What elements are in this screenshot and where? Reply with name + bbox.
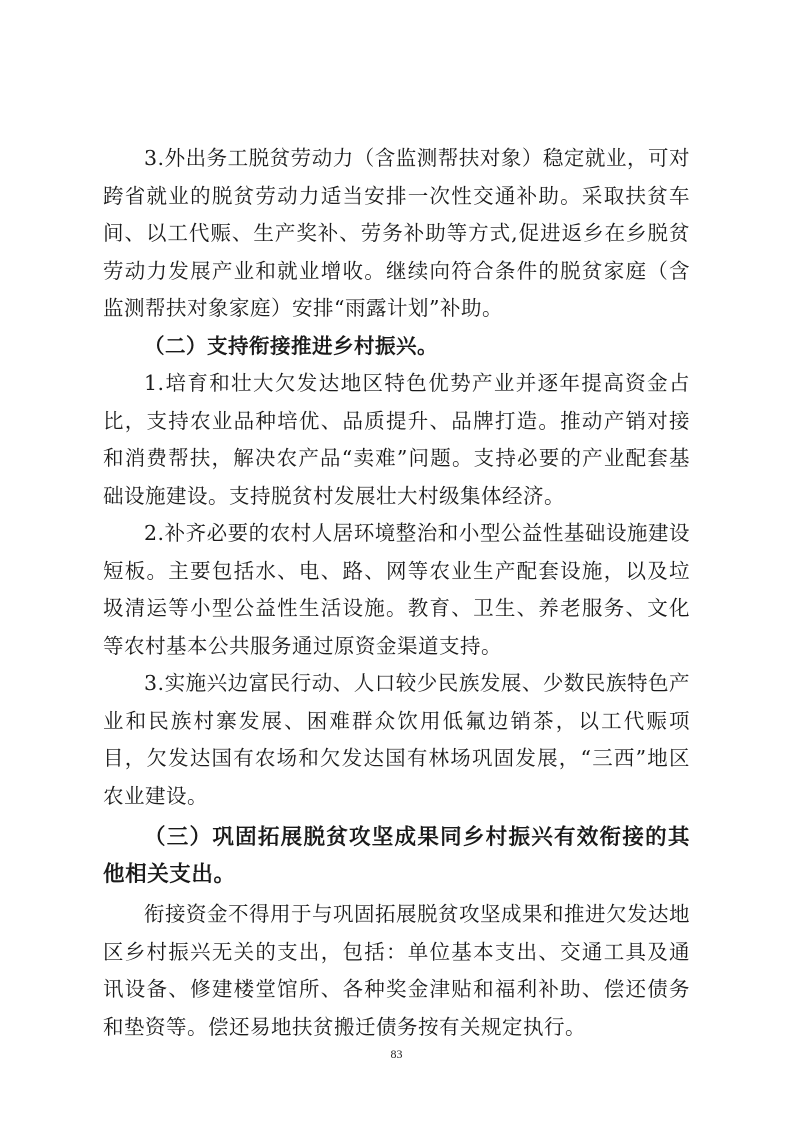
document-body [103, 140, 690, 1046]
paragraph-prohibited-uses: 衔接资金不得用于与巩固拓展脱贫攻坚成果和推进欠发达地区乡村振兴无关的支出，包括：单位基本支出、交通工具及通讯设备、修建楼堂馆所、各种奖金津贴和福利补助、偿还债务和垫资等。偿还易地扶贫搬迁债务按有关规定执行。 [103, 902, 690, 1039]
page-number: 83 [390, 1047, 403, 1061]
section-heading-other-expenditure: （三）巩固拓展脱贫攻坚成果同乡村振兴有效衔接的其他相关支出。 [103, 825, 690, 887]
paragraph-industry-support: 1.培育和壮大欠发达地区特色优势产业并逐年提高资金占比，支持农业品种培优、品质提升、品牌打造。推动产销对接和消费帮扶，解决农产品“卖难”问题。支持必要的产业配套基础设施建设。支持脱贫村发展壮大村级集体经济。 [103, 371, 690, 508]
paragraph-labor-employment: 3.外出务工脱贫劳动力（含监测帮扶对象）稳定就业，可对跨省就业的脱贫劳动力适当安排一次性交通补助。采取扶贫车间、以工代赈、生产奖补、劳务补助等方式,促进返乡在乡脱贫劳动力发展产业和就业增收。继续向符合条件的脱贫家庭（含监测帮扶对象家庭）安排“雨露计划”补助。 [103, 146, 690, 320]
paragraph-infrastructure: 2.补齐必要的农村人居环境整治和小型公益性基础设施建设短板。主要包括水、电、路、网等农业生产配套设施，以及垃圾清运等小型公益性生活设施。教育、卫生、养老服务、文化等农村基本公共服务通过原资金渠道支持。 [103, 521, 690, 658]
paragraph-border-development: 3.实施兴边富民行动、人口较少民族发展、少数民族特色产业和民族村寨发展、困难群众饮用低氟边销茶，以工代赈项目，欠发达国有农场和欠发达国有林场巩固发展，“三西”地区农业建设。 [103, 671, 690, 808]
section-heading-rural-revitalization: （二）支持衔接推进乡村振兴。 [144, 333, 438, 358]
